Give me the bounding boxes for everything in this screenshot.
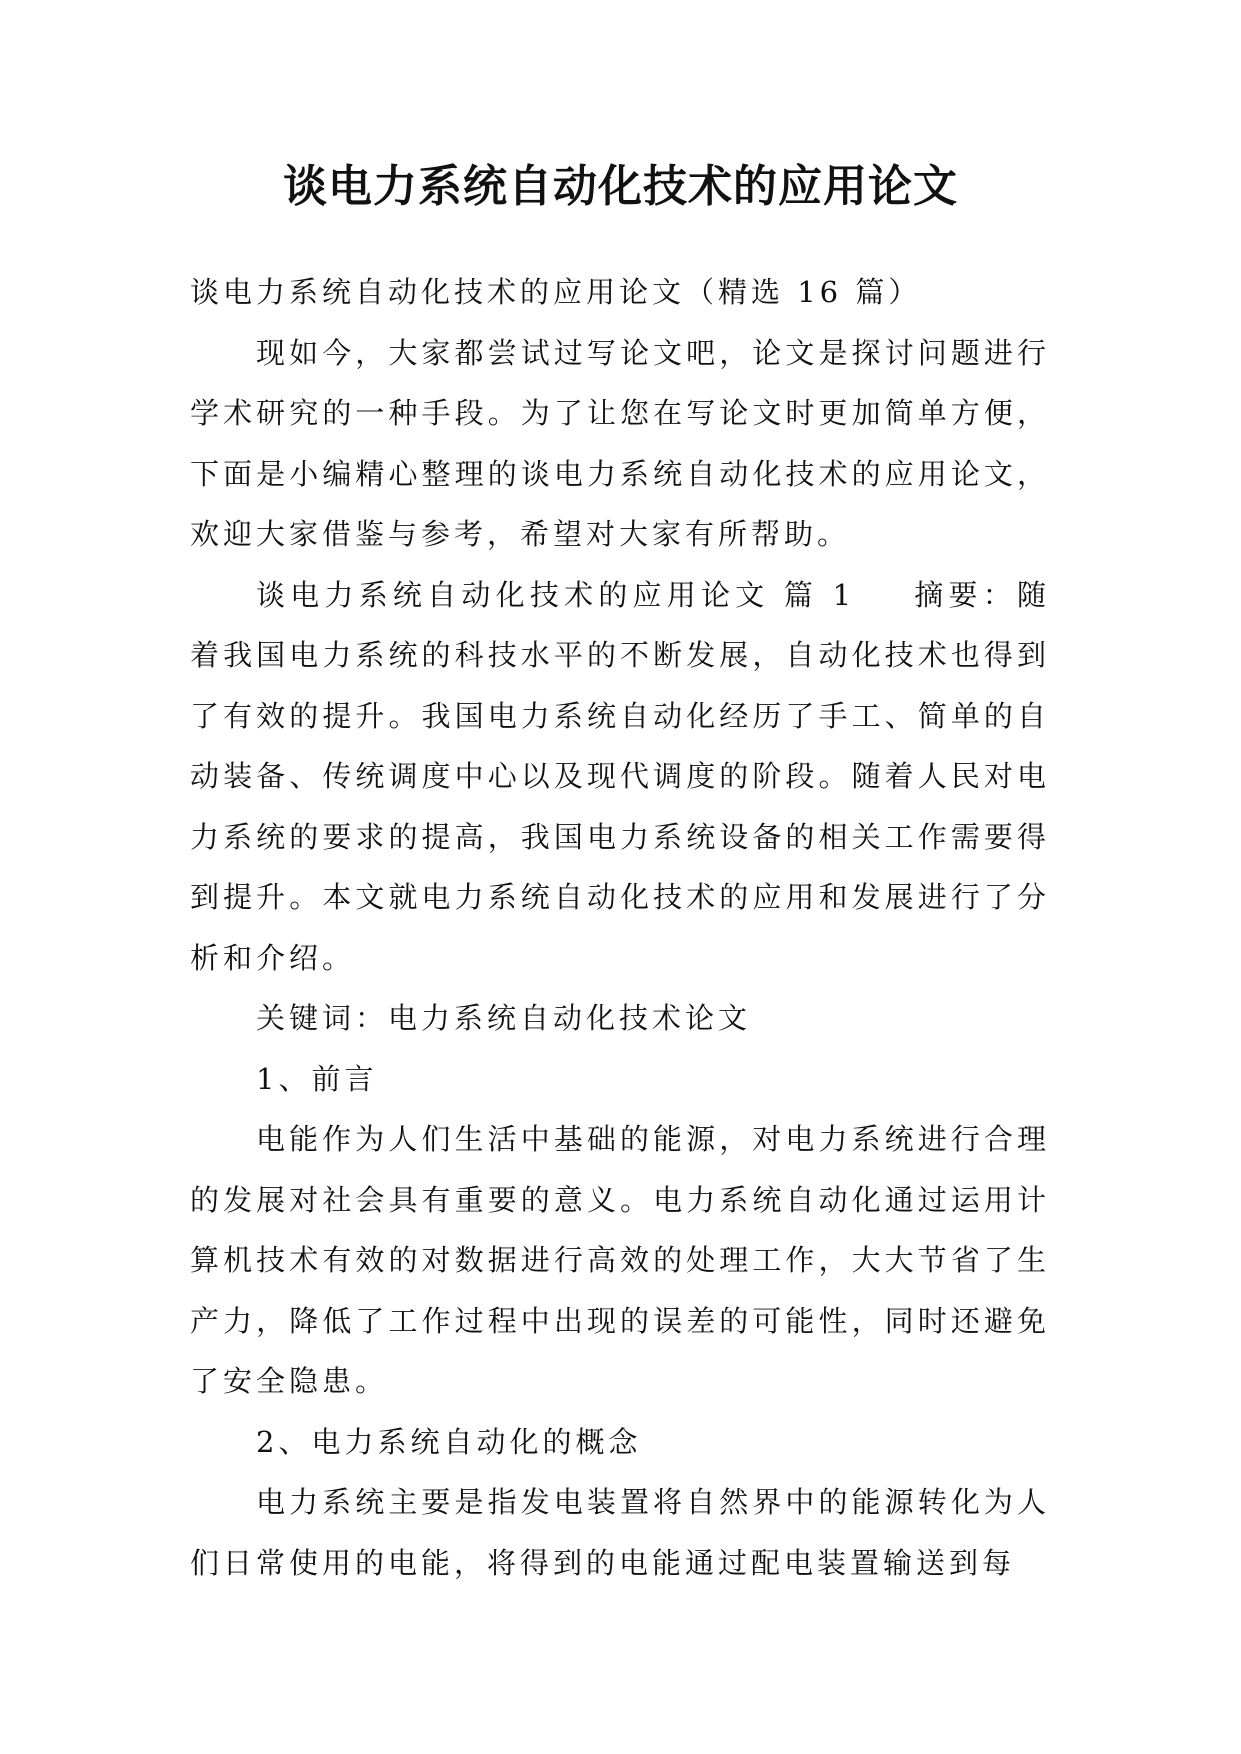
intro-paragraph: 现如今，大家都尝试过写论文吧，论文是探讨问题进行学术研究的一种手段。为了让您在写论文时更加简单方便，下面是小编精心整理的谈电力系统自动化技术的应用论文，欢迎大家借鉴与参考，希望对大家有所帮助。 [190, 335, 1050, 551]
introduction-paragraph: 电能作为人们生活中基础的能源，对电力系统进行合理的发展对社会具有重要的意义。电力系统自动化通过运用计算机技术有效的对数据进行高效的处理工作，大大节省了生产力，降低了工作过程中出现的误差的可能性，同时还避免了安全隐患。 [190, 1122, 1050, 1398]
document-subtitle: 谈电力系统自动化技术的应用论文（精选 16 篇） [190, 275, 922, 309]
heading-concept: 2、电力系统自动化的概念 [256, 1424, 642, 1459]
concept-paragraph: 电力系统主要是指发电装置将自然界中的能源转化为人们日常使用的电能，将得到的电能通过配电装置输送到每 [190, 1485, 1050, 1580]
heading-introduction: 1、前言 [256, 1061, 378, 1096]
document-title: 谈电力系统自动化技术的应用论文 [283, 161, 958, 212]
keywords-line: 关键词：电力系统自动化技术论文 [256, 1001, 752, 1035]
section-1-paragraph [190, 565, 1050, 989]
document-body [190, 262, 1050, 1593]
abstract-text: 摘要：随着我国电力系统的科技水平的不断发展，自动化技术也得到了有效的提升。我国电力系统自动化经历了手工、简单的自动装备、传统调度中心以及现代调度的阶段。随着人民对电力系统的要求的提高，我国电力系统设备的相关工作需要得到提升。本文就电力系统自动化技术的应用和发展进行了分析和介绍。 [190, 577, 1050, 975]
section-1-heading: 谈电力系统自动化技术的应用论文 篇 1 [256, 577, 856, 612]
